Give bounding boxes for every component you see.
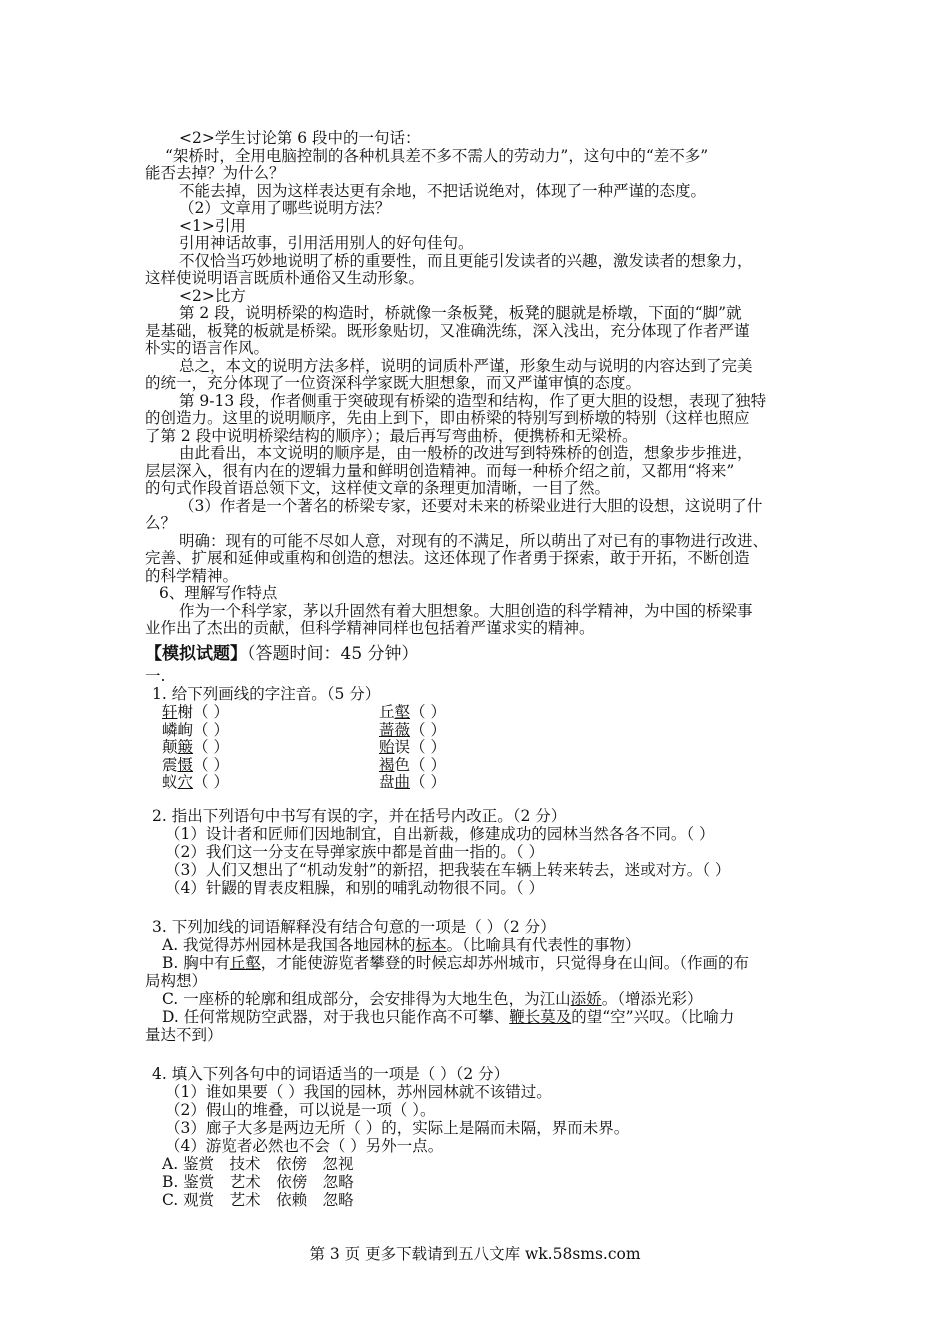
page-footer: 第 3 页 更多下载请到五八文库 wk.58sms.com <box>309 1245 641 1263</box>
q4-option: A. 鉴赏 技术 依傍 忽视 <box>162 1155 354 1173</box>
answer-blank: （ ） <box>410 720 446 739</box>
q1-word: 盘曲（ ） <box>379 773 446 791</box>
answer-blank: （ ） <box>410 738 446 756</box>
analysis-line: （3）作者是一个著名的桥梁专家，还要对未来的桥梁业进行大胆的设想，这说明了什 <box>179 496 763 515</box>
answer-blank: （ ） <box>193 703 229 721</box>
analysis-line: 这样使说明语言既质朴通俗又生动形象。 <box>145 269 425 287</box>
analysis-line: 么？ <box>145 514 177 532</box>
answer-blank: （ ） <box>193 738 229 756</box>
analysis-line: 不仅恰当巧妙地说明了桥的重要性，而且更能引发读者的兴趣，激发读者的想象力， <box>179 251 753 270</box>
answer-blank: （ ） <box>193 720 229 739</box>
analysis-line: 业作出了杰出的贡献，但科学精神同样也包括着严谨求实的精神。 <box>145 619 595 637</box>
q4-item: （1）谁如果要（ ）我国的园林，苏州园林就不该错过。 <box>165 1083 552 1101</box>
q3-stem: 3. 下列加线的词语解释没有结合句意的一项是（ ）（2 分） <box>152 918 556 936</box>
analysis-line: <1>引用 <box>179 216 246 235</box>
underlined-char: 慑 <box>177 755 194 774</box>
analysis-line: 的科学精神。 <box>145 566 239 585</box>
analysis-line: 第 2 段，说明桥梁的构造时，桥就像一条板凳，板凳的腿就是桥墩，下面的“脚”就 <box>179 304 742 322</box>
q3-option-b-cont: 局构想） <box>145 972 208 990</box>
analysis-line: 了第 2 段中说明桥梁结构的顺序）；最后再写弯曲桥，便携桥和无梁桥。 <box>145 426 638 445</box>
q4-stem: 4. 填入下列各句中的词语适当的一项是（ ）（2 分） <box>152 1065 510 1083</box>
analysis-line: 的句式作段首语总领下文，这样使文章的条理更加清晰，一目了然。 <box>145 479 611 497</box>
exam-title: 【模拟试题】 <box>145 644 247 664</box>
analysis-line: 总之，本文的说明方法多样，说明的词质朴严谨，形象生动与说明的内容达到了完美 <box>179 356 753 375</box>
answer-blank: （ ） <box>193 755 229 774</box>
analysis-line: 引用神话故事，引用活用别人的好句佳句。 <box>179 234 474 252</box>
analysis-line: “架桥时，全用电脑控制的各种机具差不多不需人的劳动力”，这句中的“差不多” <box>165 146 709 165</box>
answer-blank: （ ） <box>410 755 446 774</box>
q1-word: 颠簸（ ） <box>162 738 229 756</box>
analysis-line: 6、理解写作特点 <box>159 584 278 602</box>
q3-option-c: C. 一座桥的轮廓和组成部分，会安排得为大地生色，为江山添娇。（增添光彩） <box>162 990 703 1008</box>
q1-word: 丘壑（ ） <box>379 703 446 721</box>
q1-stem: 1. 给下列画线的字注音。（5 分） <box>152 685 381 703</box>
q4-option: B. 鉴赏 艺术 依傍 忽略 <box>162 1173 354 1191</box>
q2-stem: 2. 指出下列语句中书写有误的字，并在括号内改正。（2 分） <box>152 807 567 825</box>
analysis-line: （2）文章用了哪些说明方法？ <box>179 199 391 217</box>
analysis-line: 第 9-13 段，作者侧重于突破现有桥梁的造型和结构，作了更大胆的设想，表现了独特 <box>179 391 767 410</box>
underlined-term: 丘壑 <box>229 954 261 972</box>
q2-item: （1）设计者和匠师们因地制宜，自出新裁，修建成功的园林当然各各不同。（ ） <box>165 825 715 843</box>
q1-word: 震慑（ ） <box>162 755 229 774</box>
underlined-char: 壑 <box>394 703 411 721</box>
q4-option: C. 观赏 艺术 依赖 忽略 <box>162 1191 354 1209</box>
answer-blank: （ ） <box>410 703 446 721</box>
q3-option-a: A. 我觉得苏州园林是我国各地园林的标本。（比喻具有代表性的事物） <box>162 936 641 954</box>
analysis-line: <2>比方 <box>179 286 246 305</box>
q1-word: 贻误（ ） <box>379 738 446 756</box>
q2-item: （3）人们又想出了“机动发射”的新招，把我装在车辆上转来转去，迷或对方。（ ） <box>165 861 731 879</box>
q1-word <box>379 722 446 740</box>
underlined-term: 添娇 <box>570 990 602 1008</box>
analysis-line: 明确：现有的可能不尽如人意，对现有的不满足，所以萌出了对已有的事物进行改进、 <box>179 531 769 550</box>
q4-item: （3）廊子大多是两边无所（ ）的，实际上是隔而未隔，界而未界。 <box>165 1119 630 1137</box>
analysis-line: 能否去掉？为什么？ <box>145 164 285 182</box>
analysis-line: 的创造力。这里的说明顺序，先由上到下，即由桥梁的特别写到桥墩的特别（这样也照应 <box>145 409 750 427</box>
q2-item: （2）我们这一分支在导弹家族中都是首曲一指的。（ ） <box>165 843 545 861</box>
section-one-label: 一. <box>145 667 166 685</box>
answer-blank: （ ） <box>193 773 229 791</box>
underlined-char: 轩 <box>162 703 178 721</box>
analysis-line: <2>学生讨论第 6 段中的一句话： <box>179 129 421 147</box>
q4-item: （2）假山的堆叠，可以说是一项（ ）。 <box>165 1101 436 1119</box>
underlined-char: 蔷薇 <box>379 720 411 739</box>
answer-blank: （ ） <box>410 773 446 791</box>
q1-word: 轩榭（ ） <box>162 703 229 721</box>
analysis-line: 由此看出，本文说明的顺序是，由一般桥的改进写到特殊桥的创造，想象步步推进， <box>179 444 753 462</box>
analysis-line: 作为一个科学家，茅以升固然有着大胆想象。大胆创造的科学精神，为中国的桥梁事 <box>179 601 753 620</box>
q1-word: 嶙峋（ ） <box>162 720 229 739</box>
q2-item: （4）针鼹的胃表皮粗臊，和别的哺乳动物很不同。（ ） <box>165 879 545 897</box>
underlined-char: 穴 <box>177 773 194 791</box>
q1-word: 蚁穴（ ） <box>162 773 229 791</box>
q1-word: 褐色（ ） <box>379 755 446 774</box>
q3-option-b: B. 胸中有丘壑，才能使游览者攀登的时候忘却苏州城市，只觉得身在山间。（作画的布 <box>162 954 750 972</box>
analysis-line: 不能去掉，因为这样表达更有余地，不把话说绝对，体现了一种严谨的态度。 <box>179 181 707 200</box>
analysis-line: 是基础，板凳的板就是桥梁。既形象贴切，又准确洗练，深入浅出，充分体现了作者严谨 <box>145 321 750 340</box>
exam-time-note: （答题时间：45 分钟） <box>247 644 419 664</box>
analysis-line: 的统一，充分体现了一位资深科学家既大胆想象，而又严谨审慎的态度。 <box>145 374 642 392</box>
q3-option-d-cont: 量达不到） <box>145 1026 223 1044</box>
underlined-char: 褐 <box>379 755 395 774</box>
underlined-char: 曲 <box>394 773 411 791</box>
analysis-line: 朴实的语言作风。 <box>145 339 270 357</box>
q3-option-d: D. 任何常规防空武器，对于我也只能作高不可攀、鞭长莫及的望“空”兴叹。（比喻力 <box>162 1008 735 1026</box>
underlined-char: 贻 <box>379 738 395 756</box>
underlined-term: 鞭长莫及 <box>509 1008 572 1026</box>
analysis-line: 层层深入，很有内在的逻辑力量和鲜明创造精神。而每一种桥介绍之前，又都用“将来” <box>145 461 735 480</box>
underlined-term: 标本 <box>415 936 447 954</box>
exam-heading <box>145 646 419 664</box>
q4-item: （4）游览者必然也不会（ ）另外一点。 <box>165 1137 444 1155</box>
analysis-line: 完善、扩展和延伸或重构和创造的想法。这还体现了作者勇于探索，敢于开拓，不断创造 <box>145 549 750 567</box>
underlined-char: 簸 <box>177 738 194 756</box>
